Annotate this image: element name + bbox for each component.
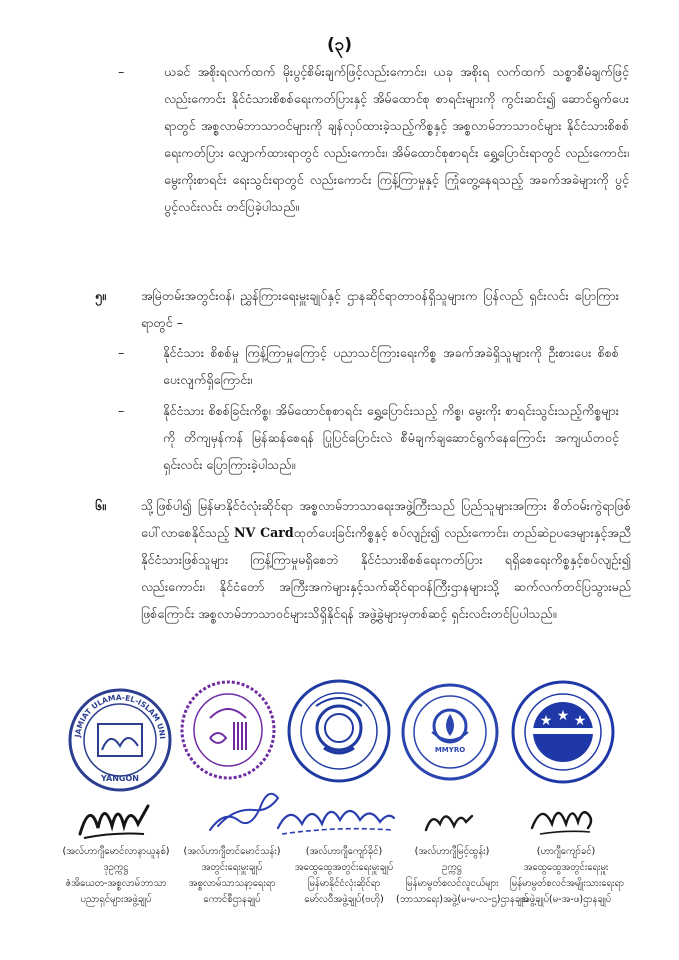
paragraph-text: [141, 492, 679, 627]
signatory-name: (ဟာဂျီကျော်ခင်): [536, 846, 596, 857]
seal-1-name: JAMIAT ULAMA-EL-ISLAM UNI: [73, 692, 168, 740]
paragraph-5: [0, 282, 679, 336]
paragraph-text: ယခင် အစိုးရလက်ထက် မိုးပွင့်စိမ်းချက်ဖြင့်လည်းကောင်း၊ ယခု အစိုးရ လက်ထက် သစ္စာစီမံချက်ဖြင့် လည်းကောင်း နိုင်ငံသားစိစစ်ရေးကတ်ပြားနှင့် အိမ်ထောင်စု စာရင်းများကို ကွင်းဆင်း၍ ဆောင်ရွက်ပေးရာတွင် အစ္စလာမ်ဘာသာဝင်များကို ချန်လှပ်ထားခဲ့သည့်ကိစ္စနှင့် အစ္စလာမ်ဘာသာဝင်များ နိုင်ငံသားစိစစ်ရေးကတ်ပြား လျှောက်ထားရာတွင် လည်းကောင်း၊ အိမ်ထောင်စုစာရင်း ရွှေ့ပြောင်းရာတွင် လည်းကောင်း၊ မွေးကိုးစာရင်း ရေးသွင်းရာတွင် လည်းကောင်း ကြန့်ကြာမှုနှင့် ကြုံတွေ့နေရသည့် အခက်အခဲများကို ပွင့်ပွင့်လင်းလင်း တင်ပြခဲ့ပါသည်။: [164, 64, 629, 214]
nv-card-emphasis: NV Card: [233, 525, 294, 540]
signatory-org: (ဘာသာရေး)အဖွဲ့(မ-မ-လ-ဌ)ဌာနချုပ်: [396, 894, 529, 905]
signatory-org: မြန်မာမွတ်စလင်လူငယ်များ: [405, 878, 499, 889]
paragraph-bullet-1: [0, 58, 679, 220]
paragraph-text: အမြဲတမ်းအတွင်းဝန်၊ ညွှန်ကြားရေးမှူးချုပ်နှင့် ဌာနဆိုင်ရာတာဝန်ရှိသူများက ပြန်လည် ရှင်းလင်း ပြောကြားရာတွင် –: [141, 288, 619, 330]
signatory-title: ဥက္ကဋ္ဌ: [442, 862, 462, 873]
page-number: (၃): [326, 35, 353, 55]
signatory-title: အတွင်းရေးမှူးချုပ်: [201, 862, 263, 873]
seals-row: [0, 676, 679, 796]
star-icon: ★: [573, 713, 587, 729]
bullet-dash: –: [118, 345, 125, 360]
seal-2-islamic-council: [178, 678, 278, 786]
signature-3: [272, 798, 402, 846]
sub-bullet-1: [0, 339, 679, 393]
signatory-name: (အလ်ဟာဂျီတင်မောင်သန်း): [183, 846, 281, 857]
signatory-org: ကောင်စီဌာနချုပ်: [203, 894, 261, 905]
seal-4-mmyro: [398, 680, 502, 788]
signatory-name: (အလ်ဟာဂျီကျော်ခိုင်): [305, 846, 383, 857]
bullet-dash: –: [118, 64, 125, 79]
paragraph-6: [0, 492, 679, 627]
signatory-name: (အလ်ဟာဂျီမြင့်ထွန်း): [414, 846, 490, 857]
signatory-4: [396, 844, 529, 908]
signatory-org: ဇံအိယေတ-အစ္စလာမ်ဘာသာ: [65, 878, 167, 889]
paragraph-text: နိုင်ငံသား စိစစ်မှု ကြန့်ကြာမှုကြောင့် ပညာသင်ကြားရေးကိစ္စ အခက်အခဲရှိသူများကို ဦးစားပေး စိစစ်ပေးလျက်ရှိကြောင်း၊: [163, 345, 619, 387]
signature-5: [524, 792, 604, 846]
signatory-org: ပညာရှင်များအဖွဲ့ချုပ်: [80, 894, 152, 905]
paragraph-text: နိုင်ငံသား စိစစ်ခြင်းကိစ္စ၊ အိမ်ထောင်စုစာရင်း ရွှေ့ပြောင်းသည့် ကိစ္စ၊ မွေးကိုး စာရင်းသွင်းသည့်ကိစ္စများကို တိကျမှန်ကန် မြန်ဆန်စေရန် ပြုပြင်ပြောင်းလဲ စီမံချက်ချဆောင်ရွက်နေကြောင်း အကျယ်တဝင့် ရှင်းလင်း ပြောကြားခဲ့ပါသည်။: [163, 403, 619, 472]
seal-5-national-affairs: [508, 678, 618, 790]
signatory-org: အဖွဲ့ချုပ်(မ-အ-ဖ)ဌာနချုပ်: [520, 894, 612, 905]
star-icon: ★: [556, 708, 570, 724]
signature-4: [418, 800, 478, 844]
bullet-dash: –: [118, 403, 125, 418]
paragraph-number: ၅။: [95, 288, 106, 303]
signature-1: [74, 794, 154, 848]
signatory-org: မြန်မာမွတ်စလင်အမျိုးသားရေးရာ: [510, 878, 624, 889]
sub-bullet-2: [0, 397, 679, 478]
seal-4-name: MMYRO: [434, 746, 466, 754]
signatory-org: မြန်မာနိုင်ငံလုံးဆိုင်ရာ: [307, 878, 381, 889]
seal-3-maulvi-association: [284, 676, 394, 790]
text-before: သို့ဖြစ်ပါ၍ မြန်မာနိုင်ငံလုံးဆိုင်ရာ အစ္စလာမ်ဘာသာရေးအဖွဲ့ကြီးသည် ပြည်သူများအကြား စိတ်ဝမ်းကွဲရာဖြစ်ပေါ်လာစေနိုင်သည့်: [141, 498, 631, 540]
signatory-title: ဒုဥက္ကဋ္ဌ: [103, 862, 129, 873]
signatory-3: [288, 844, 400, 908]
signatory-1: [60, 844, 172, 908]
seal-1-jamiat-ulama: [64, 684, 176, 796]
text-after: ထုတ်ပေးခြင်းကိစ္စနှင့် စပ်လျဉ်း၍ လည်းကောင်း၊ တည်ဆဲဥပဒေများနှင့်အညီ နိုင်ငံသားဖြစ်သူများ ကြန့်ကြာမှုမရှိစေဘဲ နိုင်ငံသားစိစစ်ရေးကတ်ပြား ရရှိစေရေးကိစ္စနှင့်စပ်လျဉ်း၍ လည်းကောင်း၊ နိုင်ငံတော် အကြီးအကဲများနှင့်သက်ဆိုင်ရာဝန်ကြီးဌာနများသို့ ဆက်လက်တင်ပြသွားမည်ဖြစ်ကြောင်း အစ္စလာမ်ဘာသာဝင်များသိရှိနိုင်ရန် အဖွဲ့ခွဲများမှတစ်ဆင့် ရှင်းလင်းတင်ပြပါသည်။: [141, 525, 631, 621]
signatory-org: မော်လဝီအဖွဲ့ချုပ်(ဗဟို): [304, 894, 384, 905]
signatory-name: (အလ်ဟာဂျီမောင်လာနာယူနစ်): [62, 846, 170, 857]
signatory-org: အစ္စလာမ်သာသနာ့ရေးရာ: [188, 878, 276, 889]
signatory-5: [510, 844, 622, 908]
seal-1-place: YANGON: [101, 774, 139, 783]
signatures-row: [0, 790, 679, 850]
signatory-title: အထွေထွေအတွင်းရေးမှူး: [523, 862, 609, 873]
signatory-2: [176, 844, 288, 908]
star-icon: ★: [539, 713, 553, 729]
paragraph-number: ၆။: [95, 498, 106, 513]
signatory-title: အထွေထွေအတွင်းရေးမှူးချုပ်: [294, 862, 394, 873]
